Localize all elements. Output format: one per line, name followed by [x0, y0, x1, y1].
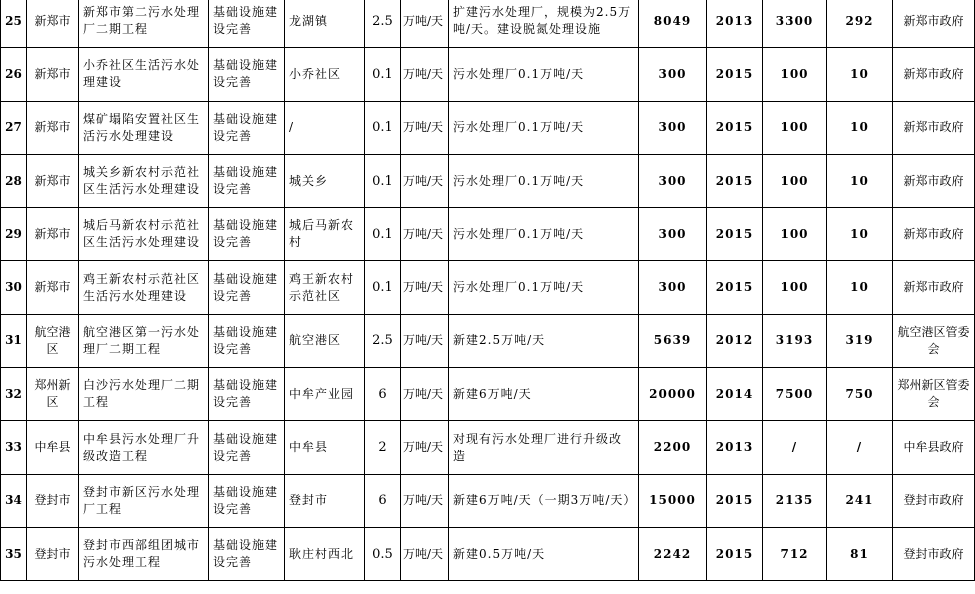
scale-cell: 0.1 — [365, 48, 401, 101]
project-type-cell: 基础设施建设完善 — [209, 368, 285, 421]
amount-cell-1: 100 — [763, 261, 827, 314]
unit-cell: 万吨/天 — [401, 0, 449, 48]
project-type-cell: 基础设施建设完善 — [209, 421, 285, 474]
table-row — [1, 474, 975, 527]
unit-cell: 万吨/天 — [401, 261, 449, 314]
row-number: 28 — [1, 154, 27, 207]
owner-cell: 新郑市政府 — [893, 208, 975, 261]
content-cell: 新建0.5万吨/天 — [449, 527, 639, 580]
amount-cell-1: 2135 — [763, 474, 827, 527]
project-type-cell: 基础设施建设完善 — [209, 208, 285, 261]
county-cell: 登封市 — [27, 474, 79, 527]
scale-cell: 0.1 — [365, 261, 401, 314]
amount-cell-1: 3193 — [763, 314, 827, 367]
county-cell: 新郑市 — [27, 101, 79, 154]
scale-cell: 2 — [365, 421, 401, 474]
content-cell: 污水处理厂0.1万吨/天 — [449, 261, 639, 314]
content-cell: 扩建污水处理厂，规模为2.5万吨/天。建设脱氮处理设施 — [449, 0, 639, 48]
scale-cell: 2.5 — [365, 0, 401, 48]
owner-cell: 登封市政府 — [893, 474, 975, 527]
amount-cell-2: 10 — [827, 48, 893, 101]
scale-cell: 0.5 — [365, 527, 401, 580]
row-number: 35 — [1, 527, 27, 580]
content-cell: 污水处理厂0.1万吨/天 — [449, 48, 639, 101]
project-type-cell: 基础设施建设完善 — [209, 474, 285, 527]
county-cell: 新郑市 — [27, 154, 79, 207]
investment-cell: 300 — [639, 101, 707, 154]
unit-cell: 万吨/天 — [401, 48, 449, 101]
row-number: 29 — [1, 208, 27, 261]
amount-cell-2: 10 — [827, 208, 893, 261]
row-number: 27 — [1, 101, 27, 154]
project-type-cell: 基础设施建设完善 — [209, 527, 285, 580]
location-cell: 耿庄村西北 — [285, 527, 365, 580]
project-type-cell: 基础设施建设完善 — [209, 48, 285, 101]
project-name-cell: 鸡王新农村示范社区生活污水处理建设 — [79, 261, 209, 314]
table-row — [1, 101, 975, 154]
project-name-cell: 航空港区第一污水处理厂二期工程 — [79, 314, 209, 367]
project-name-cell: 登封市新区污水处理厂工程 — [79, 474, 209, 527]
project-name-cell: 中牟县污水处理厂升级改造工程 — [79, 421, 209, 474]
project-name-cell: 城后马新农村示范社区生活污水处理建设 — [79, 208, 209, 261]
project-type-cell: 基础设施建设完善 — [209, 314, 285, 367]
location-cell: 城后马新农村 — [285, 208, 365, 261]
investment-cell: 300 — [639, 154, 707, 207]
content-cell: 污水处理厂0.1万吨/天 — [449, 208, 639, 261]
project-name-cell: 煤矿塌陷安置社区生活污水处理建设 — [79, 101, 209, 154]
county-cell: 新郑市 — [27, 0, 79, 48]
table-row — [1, 48, 975, 101]
amount-cell-1: 3300 — [763, 0, 827, 48]
amount-cell-1: 7500 — [763, 368, 827, 421]
year-cell: 2015 — [707, 261, 763, 314]
year-cell: 2015 — [707, 208, 763, 261]
table-row — [1, 208, 975, 261]
county-cell: 新郑市 — [27, 48, 79, 101]
year-cell: 2014 — [707, 368, 763, 421]
location-cell: 小乔社区 — [285, 48, 365, 101]
amount-cell-1: 712 — [763, 527, 827, 580]
table-row — [1, 0, 975, 48]
amount-cell-2: 81 — [827, 527, 893, 580]
year-cell: 2015 — [707, 154, 763, 207]
scale-cell: 6 — [365, 368, 401, 421]
scale-cell: 0.1 — [365, 101, 401, 154]
amount-cell-2: 10 — [827, 154, 893, 207]
row-number: 31 — [1, 314, 27, 367]
county-cell: 新郑市 — [27, 208, 79, 261]
row-number: 30 — [1, 261, 27, 314]
project-type-cell: 基础设施建设完善 — [209, 0, 285, 48]
amount-cell-1: / — [763, 421, 827, 474]
row-number: 34 — [1, 474, 27, 527]
location-cell: 中牟产业园 — [285, 368, 365, 421]
row-number: 33 — [1, 421, 27, 474]
content-cell: 污水处理厂0.1万吨/天 — [449, 101, 639, 154]
content-cell: 新建6万吨/天（一期3万吨/天） — [449, 474, 639, 527]
year-cell: 2015 — [707, 101, 763, 154]
investment-cell: 20000 — [639, 368, 707, 421]
unit-cell: 万吨/天 — [401, 314, 449, 367]
county-cell: 中牟县 — [27, 421, 79, 474]
content-cell: 污水处理厂0.1万吨/天 — [449, 154, 639, 207]
table-row — [1, 527, 975, 580]
scale-cell: 2.5 — [365, 314, 401, 367]
investment-cell: 300 — [639, 261, 707, 314]
location-cell: 登封市 — [285, 474, 365, 527]
county-cell: 新郑市 — [27, 261, 79, 314]
owner-cell: 航空港区管委会 — [893, 314, 975, 367]
year-cell: 2015 — [707, 48, 763, 101]
year-cell: 2015 — [707, 527, 763, 580]
location-cell: 航空港区 — [285, 314, 365, 367]
location-cell: 鸡王新农村示范社区 — [285, 261, 365, 314]
amount-cell-1: 100 — [763, 208, 827, 261]
table-row — [1, 368, 975, 421]
content-cell: 新建2.5万吨/天 — [449, 314, 639, 367]
owner-cell: 新郑市政府 — [893, 154, 975, 207]
amount-cell-2: / — [827, 421, 893, 474]
row-number: 25 — [1, 0, 27, 48]
year-cell: 2015 — [707, 474, 763, 527]
unit-cell: 万吨/天 — [401, 101, 449, 154]
amount-cell-2: 10 — [827, 261, 893, 314]
project-name-cell: 城关乡新农村示范社区生活污水处理建设 — [79, 154, 209, 207]
project-name-cell: 新郑市第二污水处理厂二期工程 — [79, 0, 209, 48]
location-cell: 城关乡 — [285, 154, 365, 207]
year-cell: 2013 — [707, 421, 763, 474]
location-cell: 龙湖镇 — [285, 0, 365, 48]
investment-cell: 300 — [639, 48, 707, 101]
row-number: 26 — [1, 48, 27, 101]
year-cell: 2012 — [707, 314, 763, 367]
owner-cell: 登封市政府 — [893, 527, 975, 580]
owner-cell: 新郑市政府 — [893, 101, 975, 154]
investment-cell: 300 — [639, 208, 707, 261]
project-type-cell: 基础设施建设完善 — [209, 261, 285, 314]
amount-cell-2: 241 — [827, 474, 893, 527]
amount-cell-1: 100 — [763, 154, 827, 207]
project-name-cell: 小乔社区生活污水处理建设 — [79, 48, 209, 101]
investment-cell: 5639 — [639, 314, 707, 367]
scale-cell: 6 — [365, 474, 401, 527]
county-cell: 郑州新区 — [27, 368, 79, 421]
unit-cell: 万吨/天 — [401, 154, 449, 207]
county-cell: 登封市 — [27, 527, 79, 580]
amount-cell-1: 100 — [763, 101, 827, 154]
investment-cell: 8049 — [639, 0, 707, 48]
year-cell: 2013 — [707, 0, 763, 48]
table-row — [1, 421, 975, 474]
amount-cell-2: 292 — [827, 0, 893, 48]
unit-cell: 万吨/天 — [401, 208, 449, 261]
project-type-cell: 基础设施建设完善 — [209, 154, 285, 207]
amount-cell-2: 319 — [827, 314, 893, 367]
project-name-cell: 登封市西部组团城市污水处理工程 — [79, 527, 209, 580]
table-row — [1, 261, 975, 314]
unit-cell: 万吨/天 — [401, 421, 449, 474]
unit-cell: 万吨/天 — [401, 527, 449, 580]
county-cell: 航空港区 — [27, 314, 79, 367]
content-cell: 新建6万吨/天 — [449, 368, 639, 421]
investment-cell: 15000 — [639, 474, 707, 527]
table-row — [1, 154, 975, 207]
scale-cell: 0.1 — [365, 208, 401, 261]
amount-cell-2: 750 — [827, 368, 893, 421]
owner-cell: 郑州新区管委会 — [893, 368, 975, 421]
owner-cell: 新郑市政府 — [893, 48, 975, 101]
unit-cell: 万吨/天 — [401, 368, 449, 421]
row-number: 32 — [1, 368, 27, 421]
amount-cell-1: 100 — [763, 48, 827, 101]
owner-cell: 新郑市政府 — [893, 261, 975, 314]
unit-cell: 万吨/天 — [401, 474, 449, 527]
project-type-cell: 基础设施建设完善 — [209, 101, 285, 154]
project-name-cell: 白沙污水处理厂二期工程 — [79, 368, 209, 421]
location-cell: / — [285, 101, 365, 154]
table-row — [1, 314, 975, 367]
investment-cell: 2200 — [639, 421, 707, 474]
location-cell: 中牟县 — [285, 421, 365, 474]
content-cell: 对现有污水处理厂进行升级改造 — [449, 421, 639, 474]
investment-cell: 2242 — [639, 527, 707, 580]
owner-cell: 新郑市政府 — [893, 0, 975, 48]
scale-cell: 0.1 — [365, 154, 401, 207]
amount-cell-2: 10 — [827, 101, 893, 154]
owner-cell: 中牟县政府 — [893, 421, 975, 474]
